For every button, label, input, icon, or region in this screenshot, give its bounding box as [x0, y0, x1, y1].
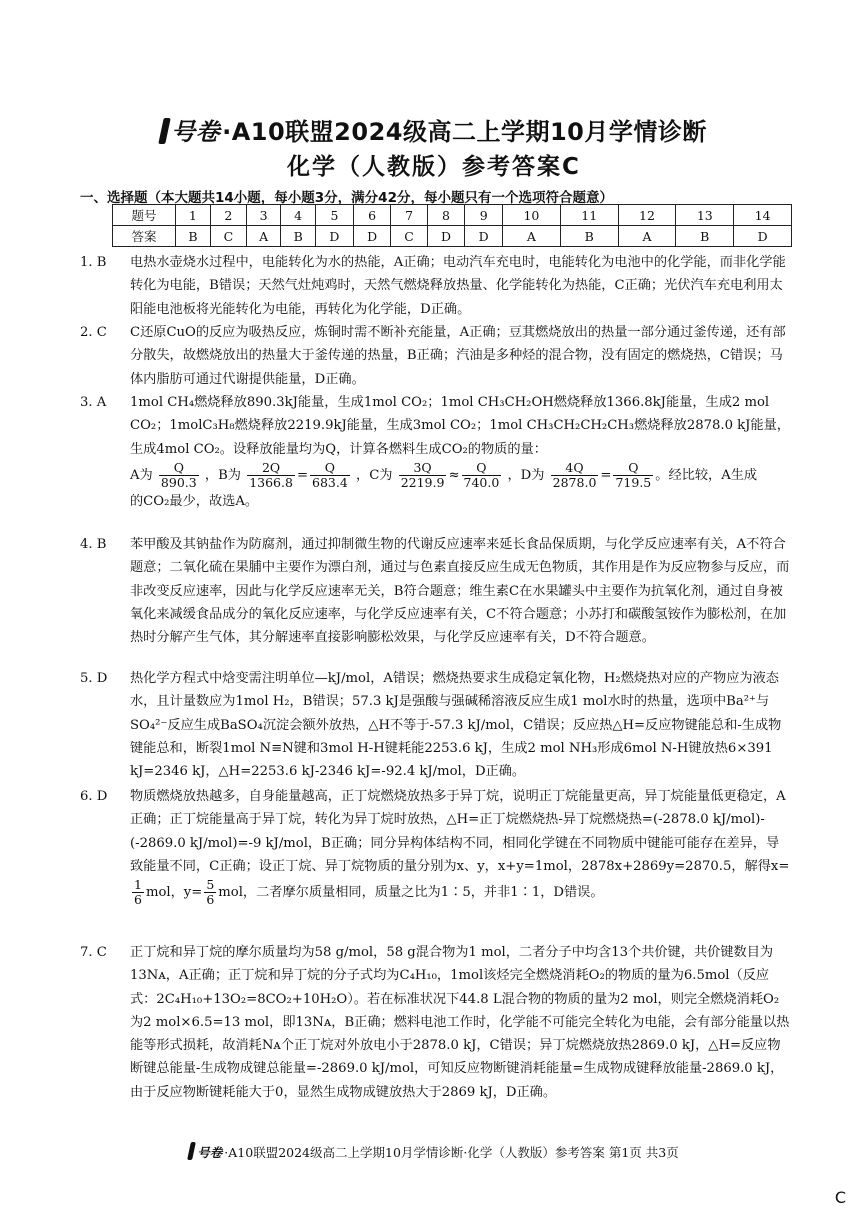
fraction: $\frac{1}{6}$ — [134, 877, 142, 908]
answer-key-table — [112, 204, 792, 247]
table-cell: C — [391, 226, 427, 247]
table-cell: C — [210, 226, 246, 247]
brand-logo: 号卷 — [161, 112, 220, 147]
question-number: 3. A — [80, 395, 107, 410]
question-explanation: 电热水壶烧水过程中，电能转化为水的热能，A正确；电动汽车充电时，电能转化为电池中的化学能，而非化学能转化为电能，B错误；天然气灶炖鸡时，天然气燃烧释放热量、化学能转化为热能，C正确；光伏汽车充电利用太阳能电池板将光能转化为电能，再转化为化学能，D正确。 — [130, 255, 786, 317]
table-cell: D — [465, 226, 503, 247]
row-label: 答案 — [113, 226, 176, 247]
question-3 — [80, 391, 790, 513]
page-footer: 号卷 ·A10联盟2024级高二上学期10月学情诊断·化学（人教版）参考答案 第1页 共3页 — [0, 1142, 868, 1161]
table-cell: 8 — [427, 205, 465, 226]
question-number: 6. D — [80, 789, 108, 804]
table-cell: A — [618, 226, 676, 247]
table-cell: 9 — [465, 205, 503, 226]
table-cell: 7 — [391, 205, 427, 226]
table-cell: B — [560, 226, 618, 247]
question-explanation: 热化学方程式中焓变需注明单位—kJ/mol，A错误；燃烧热要求生成稳定氧化物，H₂燃烧热对应的产物应为液态水，且计量数应为1mol H₂，B错误；57.3 kJ是强酸与强碱稀溶液反应生成1 mol水时的热量，选项中Ba²⁺与SO₄²⁻反应生成BaSO₄沉淀会额外放热，△H不等于-57.3 kJ/mol，C错误；反应热△H=反应物键能总和-生成物键能总和，断裂1mol N≡N键和3mol H-H键耗能2253.6 kJ，生成2 mol NH₃形成6mol N-H键放热6×391 kJ=2346 kJ，△H=2253.6 kJ-2346 kJ=-92.4 kJ/mol，D正确。 — [130, 671, 782, 780]
fraction: $\frac{Q}{740.0}$ — [463, 459, 500, 490]
section-heading: 一、选择题（本大题共14小题，每小题3分，满分42分，每小题只有一个选项符合题意） — [80, 190, 613, 206]
table-cell: D — [353, 226, 391, 247]
logo-mark-icon — [158, 118, 171, 144]
fraction: $\frac{Q}{890.3}$ — [160, 459, 197, 490]
row-label: 题号 — [113, 205, 176, 226]
page-subtitle: 化学（人教版）参考答案C — [287, 154, 581, 180]
question-explanation: 苯甲酸及其钠盐作为防腐剂，通过抑制微生物的代谢反应速率来延长食品保质期，与化学反应速率有关，A不符合题意；二氧化硫在果脯中主要作为漂白剂，通过与色素直接反应生成无色物质，其作用是作为反应物参与反应，而非改变反应速率，因此与化学反应速率无关，B符合题意；维生素C在水果罐头中主要作为抗氧化剂，通过自身被氧化来减缓食品成分的氧化反应速率，与化学反应速率有关，C不符合题意；小苏打和碳酸氢铵作为膨松剂，在加热时分解产生气体，其分解速率直接影响膨松效果，与化学反应速率有关，D不符合题意。 — [130, 537, 790, 646]
question-2 — [80, 321, 790, 391]
table-cell: A — [246, 226, 280, 247]
question-number: 4. B — [80, 537, 107, 552]
question-4 — [80, 533, 790, 649]
question-explanation: 1mol CH₄燃烧释放890.3kJ能量，生成1mol CO₂；1mol CH₃CH₂OH燃烧释放1366.8kJ能量，生成2 mol CO₂；1molC₃H₈燃烧释放2219.9kJ能量，生成3mol CO₂；1mol CH₃CH₂CH₂CH₃燃烧释放2878.0 kJ能量，生成4mol CO₂。设释放能量均为Q，计算各燃料生成CO₂的物质的量： — [130, 395, 790, 457]
table-cell: D — [427, 226, 465, 247]
question-6 — [80, 785, 790, 907]
table-cell: 1 — [176, 205, 211, 226]
question-number: 7. C — [80, 945, 107, 960]
table-cell: B — [676, 226, 734, 247]
page-title: 号卷·A10联盟2024级高二上学期10月学情诊断 — [0, 112, 868, 147]
table-cell: 14 — [734, 205, 792, 226]
table-cell: 10 — [503, 205, 561, 226]
question-explanation: 物质燃烧放热越多，自身能量越高，正丁烷燃烧放热多于异丁烷，说明正丁烷能量更高，异丁烷能量低更稳定，A正确；正丁烷能量高于异丁烷，转化为异丁烷时放热，△H=正丁烷燃烧热-异丁烷燃烧热=(-2878.0 kJ/mol)-(-2869.0 kJ/mol)=-9 kJ/mol，B正确；同分异构体结构不同，相同化学键在不同物质中键能可能存在差异，导致能量不同，C正确；设正丁烷、异丁烷物质的量分别为x、y，x+y=1mol，2878x+2869y=2870.5，解得x= $\frac{1}{6}$ mol，y= $\frac{5}{6}$ mol，二者摩尔质量相同，质量之比为1∶5，并非1∶1，D错误。 — [130, 789, 790, 908]
table-cell: D — [734, 226, 792, 247]
question-number: 5. D — [80, 671, 108, 686]
question-explanation: 正丁烷和异丁烷的摩尔质量均为58 g/mol，58 g混合物为1 mol，二者分子中均含13个共价键，共价键数目为13Nᴀ，A正确；正丁烷和异丁烷的分子式均为C₄H₁₀，1mol该烃完全燃烧消耗O₂的物质的量为6.5mol（反应式：2C₄H₁₀+13O₂=8CO₂+10H₂O）。若在标准状况下44.8 L混合物的物质的量为2 mol，则完全燃烧消耗O₂为2 mol×6.5=13 mol，即13Nᴀ，B正确；燃料电池工作时，化学能不可能完全转化为电能，会有部分能量以热能等形式损耗，故消耗Nᴀ个正丁烷对外放电小于2878.0 kJ，C错误；异丁烷燃烧放热2869.0 kJ，△H=反应物断键总能量-生成物成键总能量=-2869.0 kJ/mol，可知反应物断键消耗能量=生成物成键释放能量-2869.0 kJ，由于反应物断键耗能大于0，显然生成物成键放热大于2869 kJ，D正确。 — [130, 945, 790, 1100]
table-cell: 5 — [316, 205, 354, 226]
table-row — [113, 205, 792, 226]
fraction: $\frac{2Q}{1366.8}$ — [249, 459, 293, 490]
table-cell: B — [281, 226, 316, 247]
table-cell: 2 — [210, 205, 246, 226]
fraction-comparison: A为 $\frac{Q}{890.3}$ ，B为 $\frac{2Q}{1366.8}$ = $\frac{Q}{683.4}$ ，C为 $\frac{3Q}{2219.9}$ ≈ $\frac{Q}{740.0}$ ，D为 $\frac{4Q}{2878.0}$ = $\frac{Q}{719.5}$ 。经比较，A生成 — [130, 459, 758, 490]
question-5 — [80, 667, 790, 783]
question-number: 1. B — [80, 255, 107, 270]
table-cell: A — [503, 226, 561, 247]
table-cell: 3 — [246, 205, 280, 226]
question-conclusion: 的CO₂最少，故选A。 — [130, 493, 259, 509]
table-cell: 6 — [353, 205, 391, 226]
version-mark: C — [834, 1188, 846, 1207]
table-cell: 11 — [560, 205, 618, 226]
question-1 — [80, 251, 790, 321]
fraction: $\frac{3Q}{2219.9}$ — [400, 459, 445, 490]
table-cell: 4 — [281, 205, 316, 226]
question-explanation: C还原CuO的反应为吸热反应，炼铜时需不断补充能量，A正确；豆萁燃烧放出的热量一部分通过釜传递，还有部分散失，故燃烧放出的热量大于釜传递的热量，B正确；汽油是多种烃的混合物，没有固定的燃烧热，C错误；马体内脂肪可通过代谢提供能量，D正确。 — [130, 325, 786, 387]
fraction: $\frac{Q}{719.5}$ — [615, 459, 652, 490]
table-cell: 13 — [676, 205, 734, 226]
table-row — [113, 226, 792, 247]
fraction: $\frac{Q}{683.4}$ — [312, 459, 348, 490]
table-cell: 12 — [618, 205, 676, 226]
question-7 — [80, 941, 790, 1104]
table-cell: B — [176, 226, 211, 247]
question-number: 2. C — [80, 325, 107, 340]
footer-logo: 号卷 — [189, 1142, 222, 1161]
table-cell: D — [316, 226, 354, 247]
logo-mark-icon — [187, 1142, 196, 1160]
fraction: $\frac{5}{6}$ — [206, 877, 215, 908]
fraction: $\frac{4Q}{2878.0}$ — [552, 459, 597, 490]
